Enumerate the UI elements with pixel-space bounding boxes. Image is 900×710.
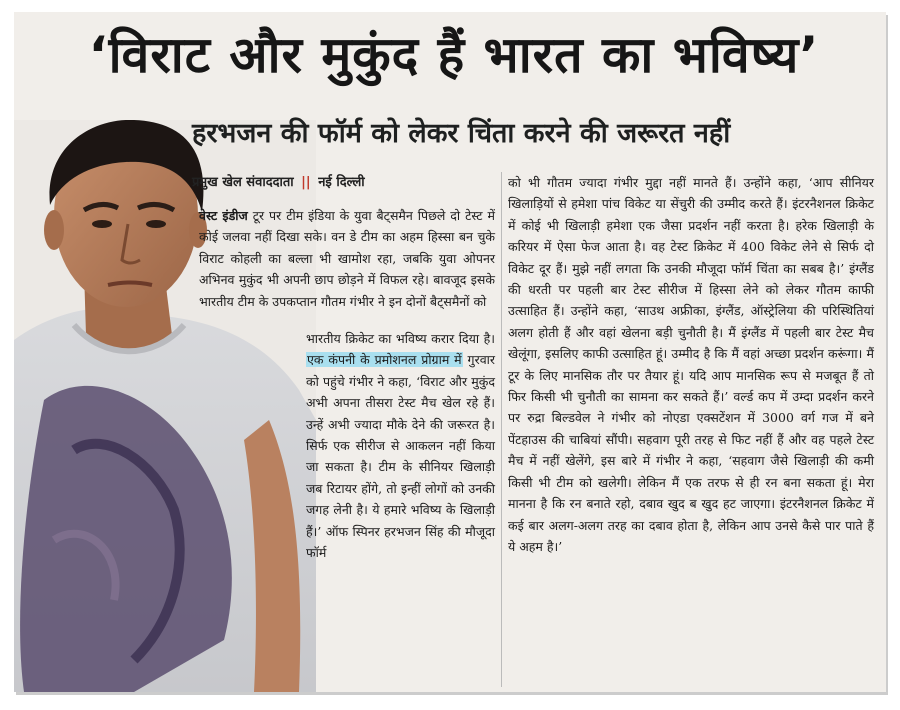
newspaper-clipping: [14, 12, 886, 692]
byline-separator: ||: [301, 175, 311, 190]
byline: [192, 172, 442, 190]
headline: ‘विराट और मुकुंद हैं भारत का भविष्य’: [88, 26, 820, 84]
subheadline: हरभजन की फॉर्म को लेकर चिंता करने की जरूरत नहीं: [192, 118, 731, 149]
body-column-2: [306, 328, 495, 563]
body-lead-word: वेस्ट इंडीज: [199, 208, 248, 223]
byline-location: नई दिल्ली: [318, 175, 365, 190]
body-column-1: [199, 205, 495, 312]
column-divider: [501, 172, 502, 687]
body-column-2-text-post: गुरवार को पहुंचे गंभीर ने कहा, ‘विराट और मुकुंद अभी अपना तीसरा टेस्ट मैच खेल रहे हैं। उन्हें अभी ज्यादा मौके देने की जरूरत है। सिर्फ एक सीरीज से आकलन नहीं किया जा सकता है। टीम के सीनियर खिलाड़ी जब रिटायर होंगे, तो इन्हीं लोगों को उनकी जगह लेनी है। ये हमारे भविष्य के खिलाड़ी हैं।’ ऑफ स्पिनर हरभजन सिंह की मौजूदा फॉर्म: [306, 352, 495, 561]
body-column-1-text: टूर पर टीम इंडिया के युवा बैट्समैन पिछले दो टेस्ट में कोई जलवा नहीं दिखा सके। वन डे टीम का अहम हिस्सा बन चुके विराट कोहली का बल्ला भी खामोश रहा, जबकि युवा ओपनर अभिनव मुकुंद भी अपनी छाप छोड़ने में विफल रहे। बावजूद इसके भारतीय टीम के उपकप्तान गौतम गंभीर ने इन दोनों बैट्समैनों को: [199, 208, 495, 309]
body-column-2-text-pre: भारतीय क्रिकेट का भविष्य करार दिया है।: [306, 331, 495, 346]
byline-author: प्रमुख खेल संवाददाता: [192, 175, 294, 190]
highlighted-text: एक कंपनी के प्रमोशनल प्रोग्राम में: [307, 352, 462, 368]
body-column-3: को भी गौतम ज्यादा गंभीर मुद्दा नहीं मानते हैं। उन्होंने कहा, ‘आप सीनियर खिलाड़ियों से हमेशा पांच विकेट या सेंचुरी की उम्मीद करते हैं। इंटरनैशनल क्रिकेट में कोई भी खिलाड़ी हमेशा एक जैसा प्रदर्शन नहीं करता है। हरेक खिलाड़ी के करियर में ऐसा फेज आता है। वह टेस्ट क्रिकेट में 400 विकेट लेने से सिर्फ दो विकेट दूर हैं। मुझे नहीं लगता कि उनकी मौजूदा फॉर्म चिंता का सबब है।’ इंग्लैंड की धरती पर पहली बार टेस्ट सीरीज में हिस्सा लेने को लेकर गौतम काफी उत्साहित हैं। उन्होंने कहा, ‘साउथ अफ्रीका, इंग्लैंड, ऑस्ट्रेलिया की परिस्थितियां अलग होती हैं और वहां खेलना बड़ी चुनौती है। मैं इंग्लैंड में पहली बार टेस्ट मैच खेलूंगा, इसलिए काफी उत्साहित हूं। उम्मीद है कि मैं वहां अच्छा प्रदर्शन करूंगा। मैं टूर के लिए मानसिक तौर पर तैयार हूं। यदि आप मानसिक रूप से मजबूत हैं तो फिर किसी भी चुनौती का सामना कर सकते हैं।’ वर्ल्ड कप में उम्दा प्रदर्शन करने पर रुद्रा बिल्डवेल ने गंभीर को नोएडा एक्सटेंशन में 3000 वर्ग गज में बने पेंटहाउस की चाबियां सौंपी। सहवाग पूरी तरह से फिट नहीं हैं और वह पहले टेस्ट मैच में नहीं खेलेंगे, इस बारे में गंभीर ने कहा, ‘सहवाग जैसे खिलाड़ी की कमी किसी भी टीम को खलेगी। लेकिन मैं एक तरफ से ही रन बना सकता हूं। मेरा मानना है कि रन बनाते रहो, दबाव खुद ब खुद हट जाएगा। इंटरनैशनल क्रिकेट में कई बार अलग-अलग तरह का दबाव होता है, लेकिन आप उनसे कैसे पार पाते हैं ये अहम है।’: [508, 175, 874, 554]
